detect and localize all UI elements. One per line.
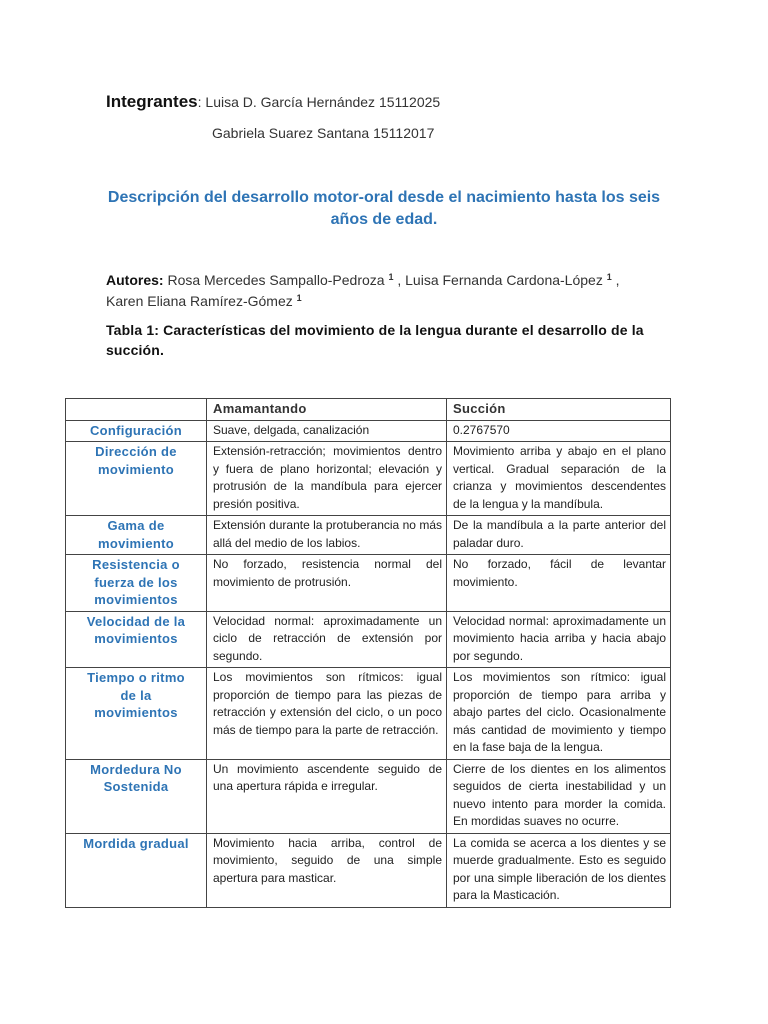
cell-amamantando: Un movimiento ascendente seguido de una apertura rápida e irregular. [207,759,447,833]
cell-succion: Cierre de los dientes en los alimentos seguidos de cierta inestabilidad y un nuevo intento para morder la comida. En mordidas suaves no ocurre. [447,759,671,833]
row-label: Dirección de movimiento [66,442,207,516]
cell-amamantando: Movimiento hacia arriba, control de movimiento, seguido de una simple apertura para masticar. [207,833,447,907]
integrante-1: : Luisa D. García Hernández 15112025 [197,94,441,110]
row-label: Mordida gradual [66,833,207,907]
cell-succion: No forzado, fácil de levantar movimiento. [447,555,671,612]
integrante-2: Gabriela Suarez Santana 15112017 [212,125,435,141]
cell-amamantando: Velocidad normal: aproximadamente un ciclo de retracción de extensión por segundo. [207,611,447,668]
table-row [66,833,671,907]
affiliation-mark-3: 1 [296,293,302,303]
row-label: Velocidad de la movimientos [66,611,207,668]
header-amamantando: Amamantando [207,399,447,421]
table-row [66,759,671,833]
affiliation-mark-2: 1 [606,272,612,282]
integrantes-line [106,92,440,112]
row-label: Resistencia o fuerza de los movimientos [66,555,207,612]
author-3: Karen Eliana Ramírez-Gómez [106,293,297,309]
autores-block [106,270,676,312]
table-row [66,420,671,442]
cell-succion: Los movimientos son rítmico: igual proporción de tiempo para arriba y abajo partes del ciclo. Ocasionalmente más cantidad de movimiento y tiempo en la fase baja de la lengua. [447,668,671,760]
row-label: Mordedura No Sostenida [66,759,207,833]
table-caption: Tabla 1: Características del movimiento de la lengua durante el desarrollo de la succión. [106,322,644,358]
cell-succion: De la mandíbula a la parte anterior del paladar duro. [447,516,671,555]
cell-succion: 0.2767570 [447,420,671,442]
cell-amamantando: No forzado, resistencia normal del movimiento de protrusión. [207,555,447,612]
author-1: Rosa Mercedes Sampallo-Pedroza [163,272,389,288]
cell-amamantando: Extensión durante la protuberancia no más allá del medio de los labios. [207,516,447,555]
table-row [66,555,671,612]
cell-succion: La comida se acerca a los dientes y se muerde gradualmente. Esto es seguido por una simple liberación de los dientes para la Masticación. [447,833,671,907]
row-label: Tiempo o ritmo de la movimientos [66,668,207,760]
affiliation-mark-1: 1 [388,272,394,282]
cell-succion: Velocidad normal: aproximadamente un movimiento hacia arriba y hacia abajo por segundo. [447,611,671,668]
row-label: Configuración [66,420,207,442]
row-label: Gama de movimiento [66,516,207,555]
table-row [66,516,671,555]
cell-amamantando: Suave, delgada, canalización [207,420,447,442]
cell-succion: Movimiento arriba y abajo en el plano vertical. Gradual separación de la crianza y movimientos descendentes de la lengua y la mandíbula. [447,442,671,516]
author-2-tail: , [611,272,620,288]
cell-amamantando: Los movimientos son rítmicos: igual proporción de tiempo para las piezas de retracción y extensión del ciclo, o un poco más de tiempo para la parte de retracción. [207,668,447,760]
header-empty [66,399,207,421]
integrantes-label: Integrantes [106,92,198,111]
author-2: , Luisa Fernanda Cardona-López [393,272,607,288]
header-succion: Succión [447,399,671,421]
table-row [66,442,671,516]
tongue-movement-table [65,398,671,908]
cell-amamantando: Extensión-retracción; movimientos dentro y fuera de plano horizontal; elevación y protrusión de la mandíbula para ejercer presión positiva. [207,442,447,516]
table-row [66,668,671,760]
table-row [66,611,671,668]
document-title: Descripción del desarrollo motor-oral desde el nacimiento hasta los seis años de edad. [107,189,661,228]
table-header-row [66,399,671,421]
autores-label: Autores: [106,272,164,288]
